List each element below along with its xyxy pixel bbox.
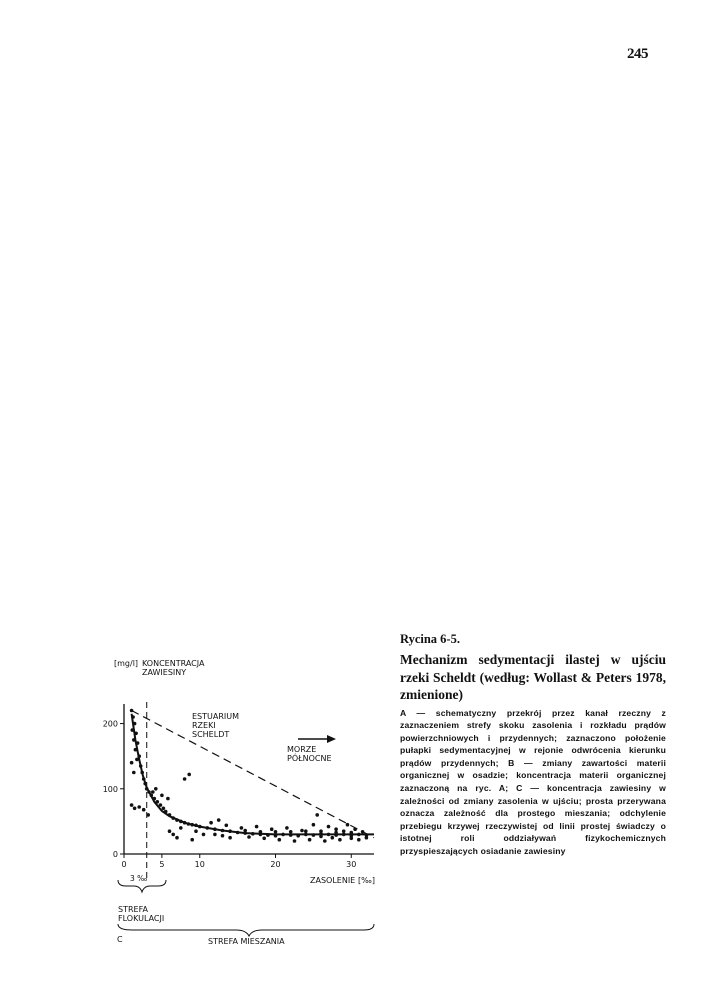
data-point-37: [198, 825, 202, 829]
data-point-25: [137, 805, 141, 809]
y-tick-label-100: 100: [102, 784, 118, 794]
sea-arrow-head: [327, 735, 336, 743]
data-point-21: [159, 803, 163, 807]
data-point-107: [304, 829, 308, 833]
panel-letter: C: [117, 935, 123, 944]
mixing-zone-brace: [118, 924, 374, 936]
data-point-60: [154, 787, 158, 791]
data-point-13: [132, 771, 136, 775]
suspension-concentration-chart: [102, 652, 382, 952]
estuary-label-line1: ESTUARIUM: [192, 712, 240, 721]
data-point-40: [221, 829, 225, 833]
data-point-3: [131, 728, 135, 732]
data-point-24: [133, 807, 137, 811]
data-point-101: [213, 833, 217, 837]
x-tick-label-10: 10: [194, 860, 205, 869]
data-point-41: [228, 829, 232, 833]
data-point-104: [259, 830, 263, 834]
data-point-97: [361, 830, 365, 834]
data-point-34: [187, 822, 191, 826]
data-point-30: [171, 816, 175, 820]
data-point-9: [135, 758, 139, 762]
page-number: 245: [627, 46, 648, 62]
figure-scheldt-chart: [102, 652, 382, 952]
data-point-70: [209, 821, 213, 825]
data-point-76: [255, 825, 259, 829]
data-point-95: [353, 827, 357, 831]
data-point-18: [150, 794, 154, 798]
data-point-29: [168, 813, 172, 817]
y-tick-label-200: 200: [102, 719, 118, 729]
data-point-17: [147, 790, 151, 794]
data-point-78: [270, 827, 274, 831]
data-point-33: [183, 821, 187, 825]
data-point-39: [213, 827, 217, 831]
data-point-54: [327, 833, 331, 837]
data-point-15: [143, 782, 147, 786]
mixing-zone-label: STREFA MIESZANIA: [208, 937, 285, 946]
data-point-77: [262, 837, 266, 841]
data-point-66: [171, 833, 175, 837]
data-point-72: [225, 824, 229, 828]
y-unit-label: [mg/l]: [114, 659, 139, 668]
sea-label-line2: PÓŁNOCNE: [287, 754, 332, 763]
data-point-12: [130, 761, 134, 765]
data-point-92: [342, 829, 346, 833]
x-tick-label-0: 0: [121, 860, 127, 869]
data-point-88: [327, 825, 331, 829]
data-point-111: [365, 836, 369, 840]
data-point-87: [323, 839, 327, 843]
data-point-96: [357, 838, 361, 842]
data-point-103: [243, 829, 247, 833]
data-point-94: [350, 837, 354, 841]
data-point-110: [350, 831, 354, 835]
data-point-35: [190, 823, 194, 827]
data-point-56: [342, 833, 346, 837]
data-point-31: [175, 818, 179, 822]
data-point-90: [334, 827, 338, 831]
data-point-108: [319, 835, 323, 839]
data-point-61: [151, 790, 155, 794]
threshold-label: 3 ‰: [130, 874, 148, 883]
sea-label-line1: MORZE: [287, 745, 317, 754]
data-point-49: [289, 833, 293, 837]
data-point-5: [132, 738, 136, 742]
data-points: [130, 709, 368, 843]
data-point-69: [202, 833, 206, 837]
data-point-11: [140, 771, 144, 775]
data-point-83: [308, 838, 312, 842]
data-point-6: [136, 741, 140, 745]
data-point-50: [296, 834, 300, 838]
data-point-67: [175, 836, 179, 840]
data-point-52: [312, 833, 316, 837]
data-point-0: [130, 709, 134, 713]
data-point-63: [166, 797, 170, 801]
data-point-14: [142, 777, 146, 781]
data-point-84: [312, 823, 316, 827]
y-title-line1: KONCENTRACJA: [142, 659, 205, 668]
flocculation-label-line2: FLOKULACJI: [118, 914, 165, 923]
x-unit-label: [‰]: [358, 876, 375, 885]
data-point-62: [160, 794, 164, 798]
estuary-label-line2: RZEKI: [192, 721, 216, 730]
data-point-51: [304, 833, 308, 837]
data-point-79: [278, 838, 282, 842]
data-point-28: [164, 810, 168, 814]
data-point-106: [289, 830, 293, 834]
data-point-105: [274, 830, 278, 834]
y-tick-label-0: 0: [112, 850, 118, 859]
data-point-7: [134, 748, 138, 752]
data-point-58: [357, 833, 361, 837]
data-point-99: [179, 826, 183, 830]
data-point-75: [247, 835, 251, 839]
dilution-line: [132, 711, 374, 838]
estuary-label-line3: SCHELDT: [192, 730, 230, 739]
figure-title: Mechanizm sedymentacji ilastej w ujściu rzeki Scheldt (według: Wollast & Peters 1978, zmienione): [400, 652, 666, 702]
data-point-1: [131, 715, 135, 719]
figure-description: A — schematyczny przekrój przez kanał rzeczny z zaznaczeniem strefy skoku zasolenia i rozkładu prądów powierzchniowych i przydennych; zaznaczono położenie pułapki sedymentacyjnej w rejonie odwrócenia kierunku prądów przydennych; B — zmiany zawartości materii organicznej w osadzie; koncentracja materii organicznej zaznaczoną na ryc. A; C — koncentracja zawiesiny w zależności od zmiany zasolenia w ujściu; prosta przerywana oznacza zależność dla prostego mieszania; odchylenie przebiegu krzywej rzeczywistej od linii prostej świadczy o istotnej roli oddziaływań fizykochemicznych przyspieszających osiadanie zawiesiny: [400, 707, 666, 857]
data-point-71: [217, 818, 221, 822]
data-point-98: [168, 829, 172, 833]
data-point-85: [315, 813, 319, 817]
data-point-93: [346, 823, 350, 827]
data-point-68: [190, 838, 194, 842]
data-point-102: [221, 834, 225, 838]
data-point-44: [251, 832, 255, 836]
data-point-27: [146, 813, 150, 817]
data-point-20: [156, 800, 160, 804]
data-point-19: [153, 797, 157, 801]
data-point-47: [274, 834, 278, 838]
data-point-81: [293, 839, 297, 843]
figure-label: Rycina 6-5.: [400, 632, 460, 646]
y-ticks: [103, 720, 124, 859]
data-point-42: [236, 831, 240, 835]
data-point-8: [137, 754, 141, 758]
data-point-86: [319, 829, 323, 833]
data-point-23: [130, 803, 134, 807]
data-point-100: [194, 829, 198, 833]
data-point-16: [145, 787, 149, 791]
data-point-32: [179, 820, 183, 824]
data-point-65: [187, 773, 191, 777]
x-title: ZASOLENIE: [310, 876, 356, 885]
data-point-64: [183, 777, 187, 781]
data-point-109: [334, 831, 338, 835]
data-point-2: [133, 722, 137, 726]
x-tick-label-20: 20: [270, 860, 281, 869]
data-point-74: [240, 826, 244, 830]
data-point-46: [266, 833, 270, 837]
data-point-91: [338, 838, 342, 842]
flocculation-label-line1: STREFA: [118, 905, 148, 914]
y-title-line2: ZAWIESINY: [142, 668, 187, 677]
figure-caption: [400, 632, 666, 858]
data-point-36: [194, 824, 198, 828]
data-point-4: [134, 732, 138, 736]
x-tick-label-5: 5: [159, 860, 165, 869]
data-point-10: [139, 764, 143, 768]
data-point-48: [281, 833, 285, 837]
data-point-22: [162, 807, 166, 811]
data-point-26: [142, 808, 146, 812]
data-point-38: [206, 826, 210, 830]
x-tick-label-30: 30: [346, 860, 357, 869]
x-ticks: [121, 854, 356, 869]
data-point-89: [331, 836, 335, 840]
data-point-82: [300, 829, 304, 833]
data-point-73: [228, 836, 232, 840]
data-point-80: [285, 826, 289, 830]
